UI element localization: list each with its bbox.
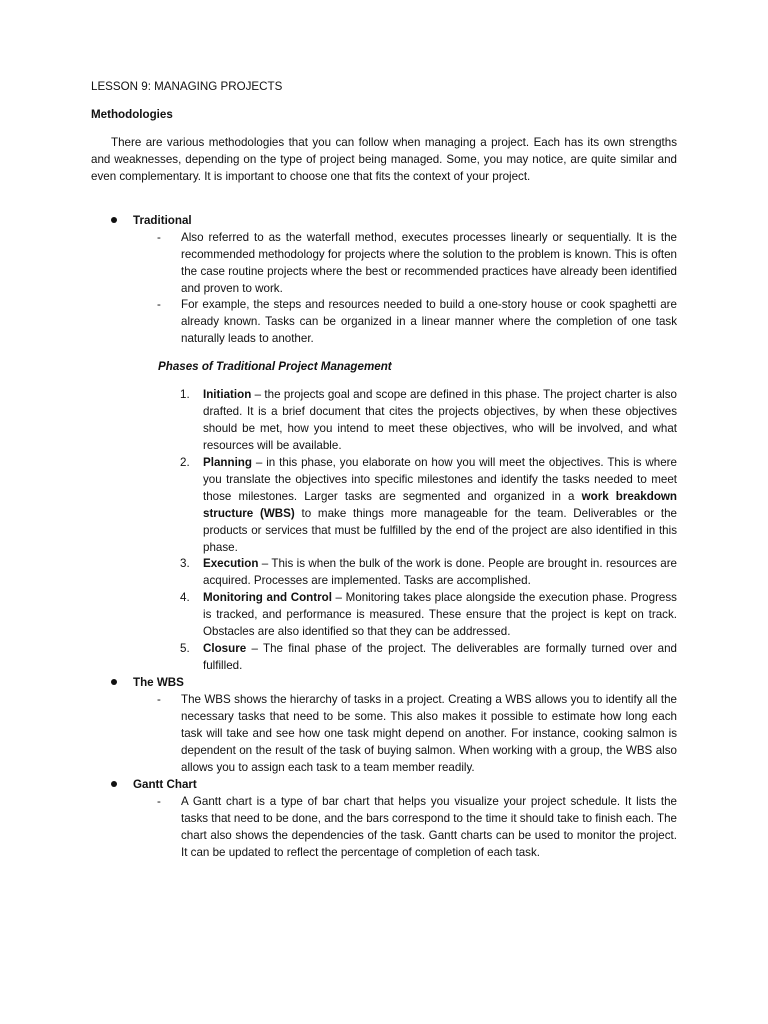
bullet-gantt: [111, 776, 197, 793]
intro-paragraph: There are various methodologies that you can follow when managing a project. Each has its own strengths and weaknesses, depending on the type of project being managed. Some, you may notice, are quite similar and even complementary. It is important to choose one that fits the context of your project.: [91, 136, 677, 183]
gantt-point-1: [157, 793, 677, 861]
point-text: For example, the steps and resources needed to build a one-story house or cook spaghetti are already known. Tasks can be organized in a linear manner where the completion of one task naturally leads to another.: [181, 298, 677, 345]
section-heading-methodologies: Methodologies: [91, 108, 173, 121]
phase-text: [203, 555, 677, 589]
point-text: A Gantt chart is a type of bar chart that helps you visualize your project schedule. It lists the tasks that need to be done, and the bars correspond to the time it should take to finish each. The chart also shows the dependencies of the task. Gantt charts can be used to monitor the project. It can be updated to reflect the percentage of completion of each task.: [181, 795, 677, 859]
phase-description: – the projects goal and scope are defined in this phase. The project charter is also drafted. It is a brief document that cites the projects objectives, by when these objectives should be met, how you intend to meet these objectives, who will be involved, and what resources will be available.: [203, 388, 677, 452]
bullet-label: The WBS: [133, 676, 184, 689]
phase-number: 5.: [180, 642, 190, 655]
phase-text: [203, 454, 677, 556]
wbs-point-1: [157, 691, 677, 776]
lesson-title: LESSON 9: MANAGING PROJECTS: [91, 80, 283, 93]
phases-heading: Phases of Traditional Project Management: [158, 360, 392, 373]
dash-marker: -: [157, 231, 161, 244]
phase-description-cont: to make things more manageable for the team. Deliverables or the products or services that must be fulfilled by the end of the project are also identified in this phase.: [203, 507, 678, 554]
phase-name: Execution: [203, 557, 259, 570]
dash-marker: -: [157, 693, 161, 706]
phase-item-closure: [180, 640, 677, 674]
point-text: Also referred to as the waterfall method, executes processes linearly or sequentially. It is the recommended methodology for projects where the solution to the problem is known. This is often the case routine projects where the best or recommended practices have already been identified and proven to work.: [181, 231, 678, 295]
phase-item-initiation: [180, 386, 677, 454]
phase-description: – The final phase of the project. The deliverables are formally turned over and fulfilled.: [203, 642, 677, 672]
phase-number: 1.: [180, 388, 190, 401]
phase-item-planning: [180, 454, 677, 556]
phase-name: Initiation: [203, 388, 252, 401]
phase-description: – in this phase, you elaborate on how you will meet the objectives. This is where you translate the objectives into specific milestones and identify the tasks needed to meet those milestones. Larger tasks are segmented and organized in a: [203, 456, 677, 503]
bullet-label: Gantt Chart: [133, 778, 197, 791]
bullet-dot-icon: [111, 679, 117, 685]
dash-marker: -: [157, 795, 161, 808]
bullet-dot-icon: [111, 781, 117, 787]
phase-number: 4.: [180, 591, 190, 604]
phase-description: – Monitoring takes place alongside the execution phase. Progress is tracked, and performance is measured. These ensure that the project is kept on track. Obstacles are also identified so that they can be addressed.: [203, 591, 677, 638]
phase-name: Monitoring and Control: [203, 591, 332, 604]
phase-number: 3.: [180, 557, 190, 570]
phase-description: – This is when the bulk of the work is done. People are brought in. resources are acquired. Processes are implemented. Tasks are accomplished.: [203, 557, 677, 587]
traditional-point-1: [157, 229, 677, 297]
bullet-dot-icon: [111, 217, 117, 223]
phase-name: Closure: [203, 642, 247, 655]
dash-marker: -: [157, 298, 161, 311]
phase-text: [203, 589, 677, 640]
bullet-label: Traditional: [133, 214, 192, 227]
point-text: The WBS shows the hierarchy of tasks in a project. Creating a WBS allows you to identify all the necessary tasks that need to be some. This also makes it possible to estimate how long each task will take and see how one task might depend on another. For instance, cooking salmon is dependent on the result of the task of buying salmon. When working with a group, the WBS also allows you to assign each task to a team member readily.: [181, 693, 677, 774]
phase-name: Planning: [203, 456, 252, 469]
traditional-point-2: [157, 296, 677, 347]
phase-text: [203, 640, 677, 674]
bullet-wbs: [111, 674, 184, 691]
bullet-traditional: [111, 212, 192, 229]
phase-number: 2.: [180, 456, 190, 469]
phase-text: [203, 386, 677, 454]
phase-item-monitoring: [180, 589, 677, 640]
phase-item-execution: [180, 555, 677, 589]
wbs-term: work breakdown structure (WBS): [203, 490, 678, 520]
